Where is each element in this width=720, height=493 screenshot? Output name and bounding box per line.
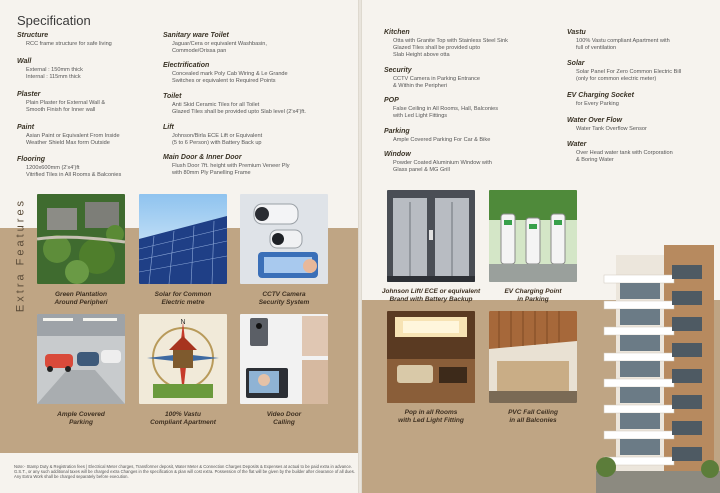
- feature-caption: Pop in all Rooms with Led Light Fitting: [398, 409, 464, 424]
- spec-text: False Ceiling in All Rooms, Hall, Balconies with Led Light Fittings: [393, 106, 499, 119]
- spec-text: External : 150mm thick Internal : 115mm thick: [26, 67, 83, 80]
- spec-heading: EV Charging Socket: [567, 92, 634, 99]
- left-page: [0, 0, 358, 493]
- spec-solar: [567, 60, 717, 83]
- svg-text:N: N: [180, 319, 186, 326]
- feature-caption: CCTV Camera Security System: [258, 291, 310, 306]
- spec-heading: Flooring: [17, 156, 45, 163]
- spec-heading: Wall: [17, 58, 32, 65]
- note-text: Note:- Stamp Duty & Registration fees | Electrical Meter charges, Transformer deposit, Water Meter & Connection Charges Deposits & Expenses at actual to be paid extra in advance. G.S.T., or any such additional taxes will be charged extra Changes in the specification & plan will cost extra. Possession of the flat will be given by the builder after clearance of all dues. Any Extra Work shall be charged separately before execution.: [14, 464, 355, 480]
- spec-heading: Lift: [163, 124, 174, 131]
- spec-ev-charging: [567, 92, 717, 108]
- spec-plaster: [17, 91, 177, 114]
- solar-panel-icon: [139, 194, 227, 284]
- spec-toilet: [163, 93, 353, 116]
- balcony-ceiling-icon: [489, 311, 577, 403]
- compass-icon: [139, 314, 227, 404]
- feature-caption: Solar for Common Electric metre: [154, 291, 212, 306]
- spec-kitchen: [384, 29, 569, 59]
- spec-water-overflow: [567, 117, 717, 133]
- spec-text: 100% Vastu compliant Apartment with full of ventilation: [576, 38, 670, 51]
- video-door-icon: [240, 314, 328, 404]
- spec-electrification: [163, 62, 348, 85]
- cctv-icon: [240, 194, 328, 284]
- building-image: [576, 235, 720, 493]
- spec-text: Johnson/Birla ECE Lift or Equivalent (5 to 6 Person) with Battery Back up: [172, 133, 263, 146]
- spec-text: Solar Panel For Zero Common Electric Bill (only for common electric meter): [576, 69, 682, 82]
- spec-text: Concealed mark Poly Cab Wiring & Le Grande Switches or equivalent to Required Points: [172, 71, 288, 84]
- spec-heading: Security: [384, 67, 412, 74]
- spec-heading: Water: [567, 141, 587, 148]
- lift-icon: [387, 190, 475, 282]
- spec-text: Powder Coated Aluminium Window with Glass panel & MG Grill: [393, 160, 492, 173]
- spec-security: [384, 67, 569, 90]
- feature-caption: Ample Covered Parking: [57, 411, 105, 426]
- feature-caption: PVC Fall Ceiling in all Balconies: [508, 409, 558, 424]
- spec-heading: POP: [384, 97, 399, 104]
- spec-text: Asian Paint or Equivalent From Inside Weather Shield Max form Outside: [26, 133, 120, 146]
- page-title: Specification: [17, 13, 91, 28]
- spec-text: Jaguar/Cera or equivalent Washbasin, Commode/Orissa pan: [172, 41, 267, 54]
- spec-text: RCC frame structure for safe living: [26, 41, 112, 47]
- spec-text: Otta with Granite Top with Stainless Steel Sink Glazed Tiles shall be provided upto Slab Height above otta: [393, 38, 508, 58]
- feature-caption: 100% Vastu Compliant Apartment: [150, 411, 216, 426]
- spec-heading: Electrification: [163, 62, 210, 69]
- spec-heading: Plaster: [17, 91, 41, 98]
- spec-heading: Toilet: [163, 93, 182, 100]
- spec-text: Water Tank Overflow Sensor: [576, 126, 647, 132]
- ev-charger-icon: [489, 190, 577, 282]
- spec-structure: [17, 32, 177, 48]
- plant-icon: [37, 194, 125, 284]
- feature-caption: EV Charging Point in Parking: [504, 288, 562, 303]
- spec-parking: [384, 128, 569, 144]
- spec-heading: Vastu: [567, 29, 586, 36]
- spec-window: [384, 151, 569, 174]
- spec-heading: Window: [384, 151, 411, 158]
- spec-wall: [17, 58, 177, 81]
- spec-heading: Main Door & Inner Door: [163, 154, 242, 161]
- spec-paint: [17, 124, 177, 147]
- spec-heading: Paint: [17, 124, 35, 131]
- spec-text: 1200x600mm (2'x4')ft Vitrified Tiles in All Rooms & Balconies: [26, 165, 122, 178]
- spec-text: Ample Covered Parking For Car & Bike: [393, 137, 491, 143]
- spec-heading: Sanitary ware Toilet: [163, 32, 229, 39]
- spec-text: Flush Door 7ft. height with Premium Veneer Ply with 80mm Ply Panelling Frame: [172, 163, 290, 176]
- extra-features-text: Extra Features: [14, 197, 27, 313]
- spec-heading: Structure: [17, 32, 49, 39]
- spec-text: Over Head water tank with Corporation & Boring Water: [576, 150, 673, 163]
- parking-icon: [37, 314, 125, 404]
- spec-text: Plain Plaster for External Wall & Smooth Finish for Inner wall: [26, 100, 106, 113]
- feature-caption: Green Plantation Around Peripheri: [54, 291, 108, 306]
- spec-heading: Solar: [567, 60, 585, 67]
- spec-text: Anti Skid Ceramic Tiles for all Toilet Glazed Tiles shall be provided upto Slab level (2'x4')ft.: [172, 102, 306, 115]
- spec-sanitary: [163, 32, 348, 55]
- spec-water: [567, 141, 717, 164]
- feature-caption: Johnson Lift/ ECE or equivalent Brand with Battery Backup: [381, 288, 481, 303]
- spec-flooring: [17, 156, 177, 179]
- spec-pop: [384, 97, 569, 120]
- right-page: [362, 0, 720, 493]
- spec-heading: Parking: [384, 128, 410, 135]
- spec-heading: Water Over Flow: [567, 117, 623, 124]
- spec-lift: [163, 124, 348, 147]
- feature-caption: Video Door Calling: [266, 411, 302, 426]
- spec-text: for Every Parking: [576, 101, 619, 107]
- extra-features-label: [10, 195, 30, 320]
- spec-vastu: [567, 29, 717, 52]
- spec-heading: Kitchen: [384, 29, 410, 36]
- spec-doors: [163, 154, 348, 177]
- spec-text: CCTV Camera in Parking Entrance & Within the Peripheri: [393, 76, 481, 89]
- ceiling-light-icon: [387, 311, 475, 403]
